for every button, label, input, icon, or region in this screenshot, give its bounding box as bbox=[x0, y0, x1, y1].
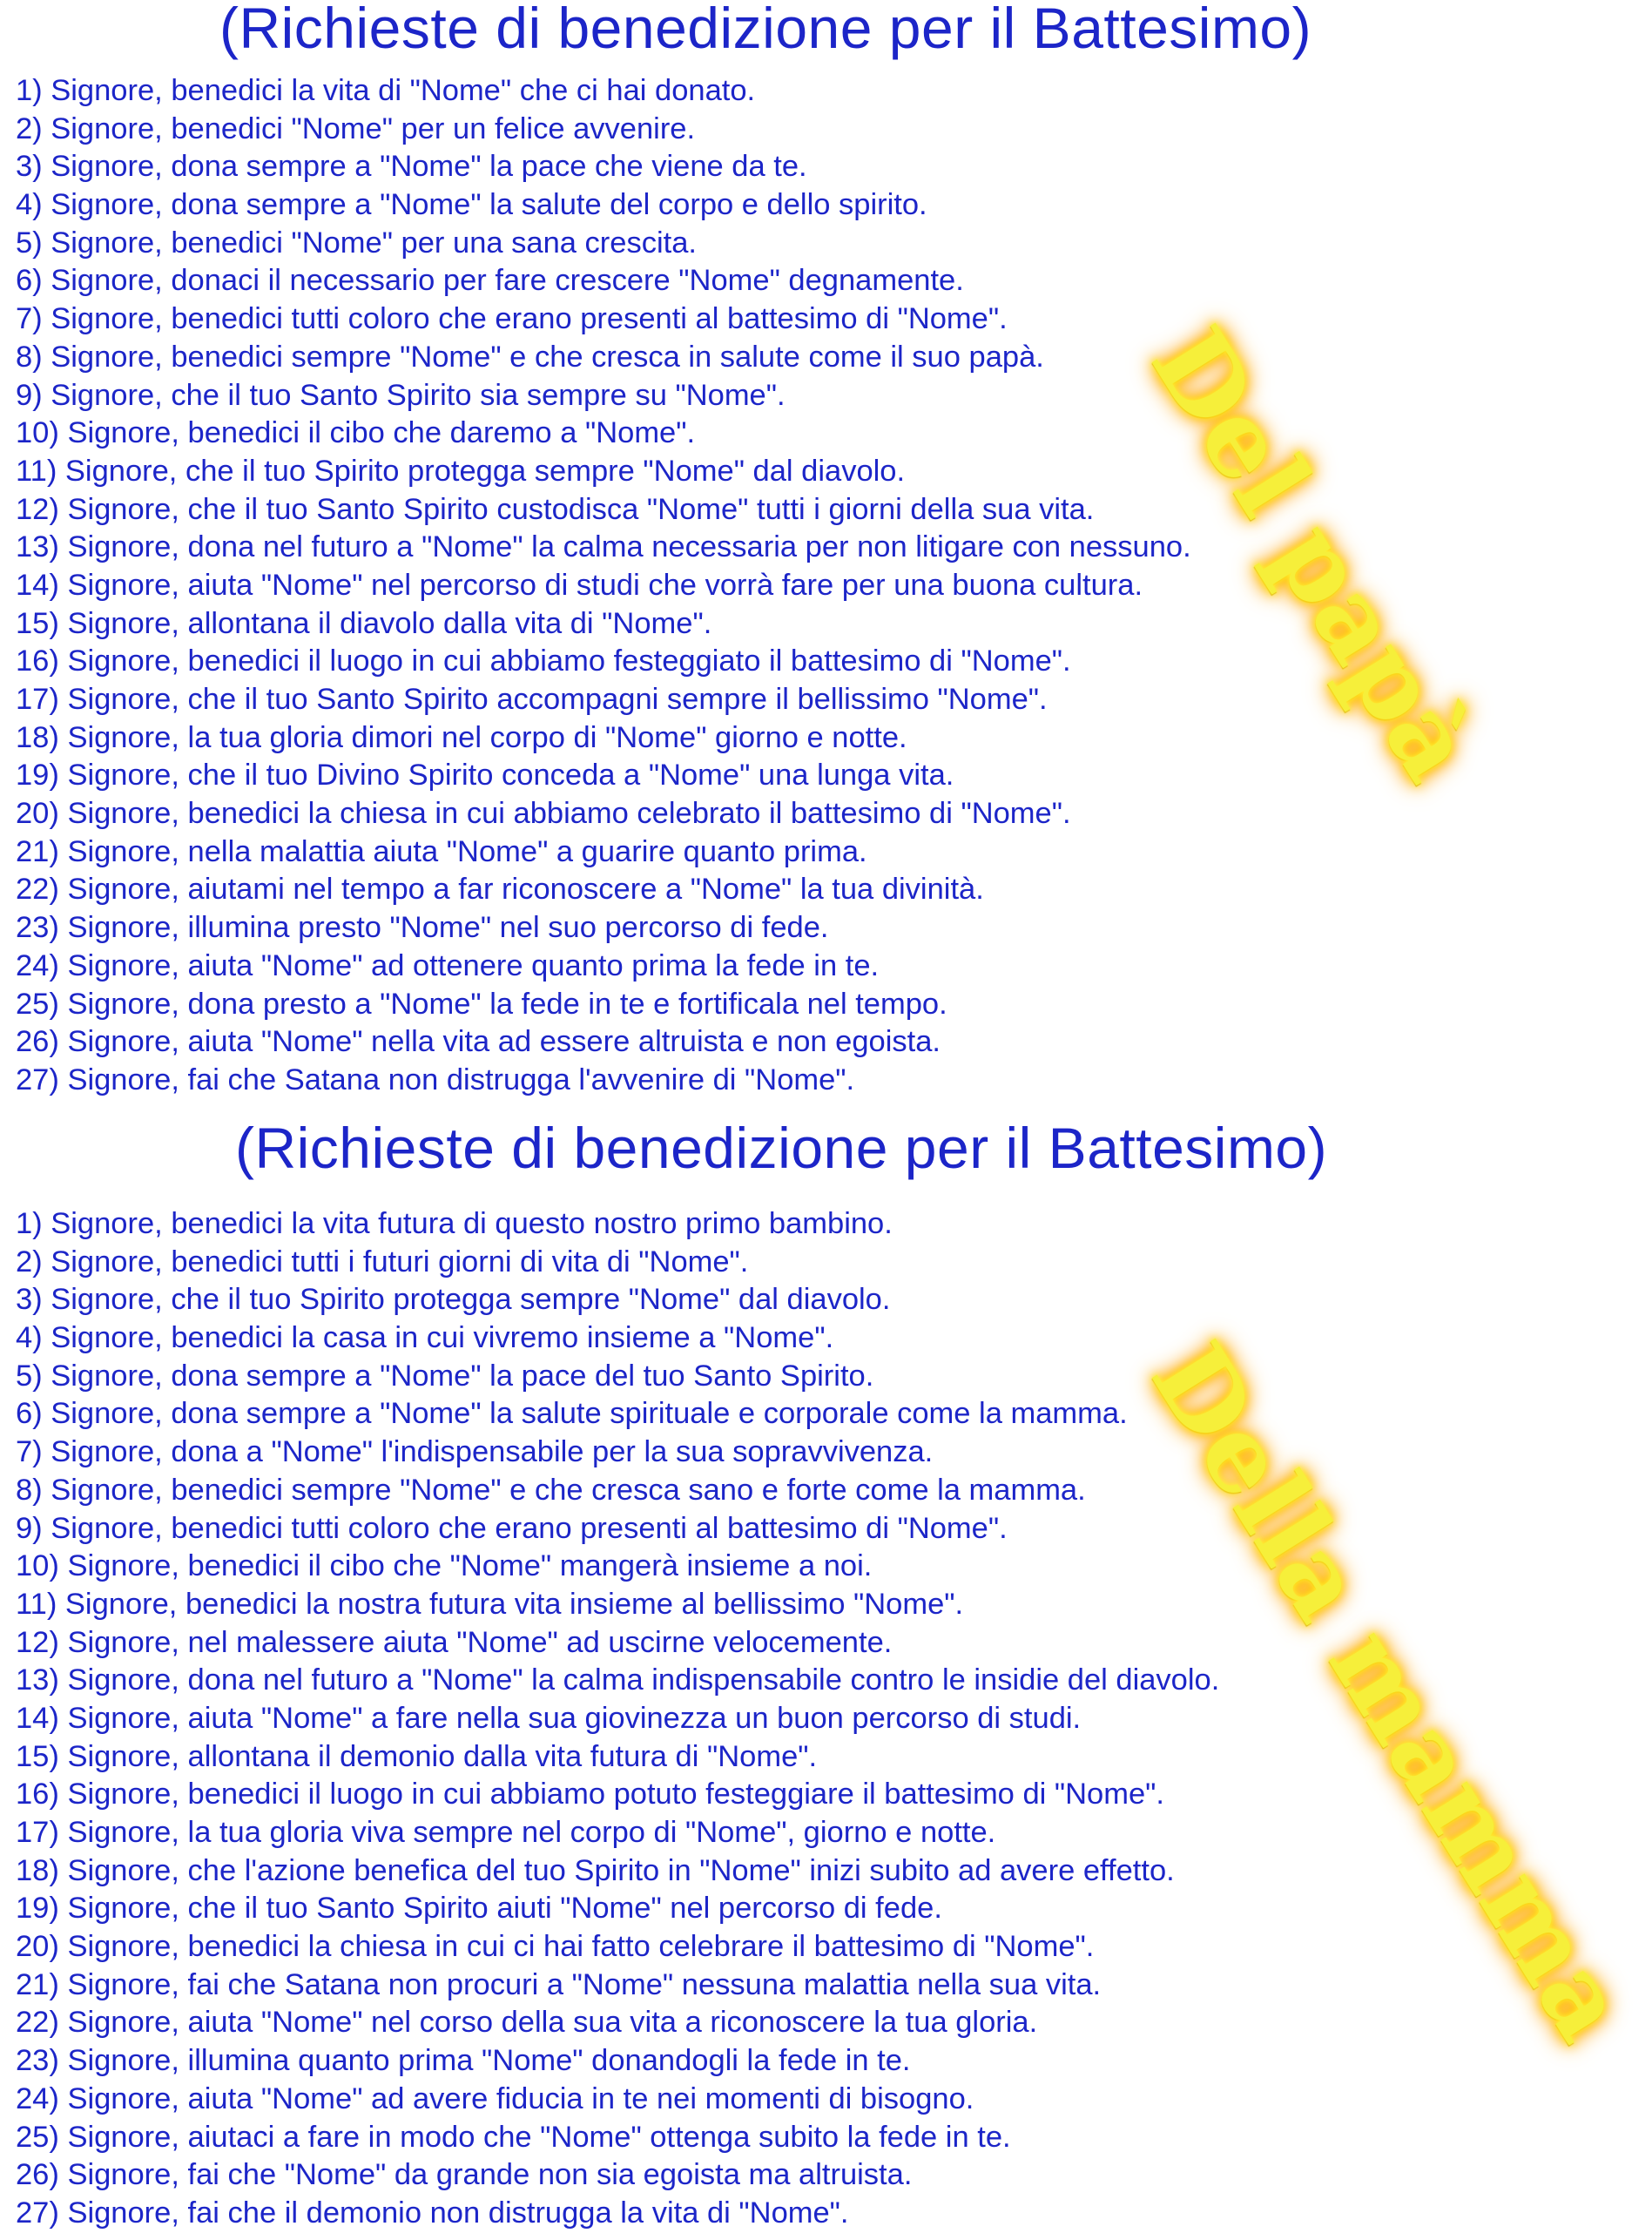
list-item: 7) Signore, dona a "Nome" l'indispensabile per la sua sopravvivenza. bbox=[16, 1435, 934, 1469]
list-item: 14) Signore, aiuta "Nome" a fare nella sua giovinezza un buon percorso di studi. bbox=[16, 1701, 1082, 1735]
list-item: 22) Signore, aiuta "Nome" nel corso della sua vita a riconoscere la tua gloria. bbox=[16, 2006, 1038, 2040]
list-item: 2) Signore, benedici tutti i futuri giorni di vita di "Nome". bbox=[16, 1245, 749, 1278]
list-item: 23) Signore, illumina presto "Nome" nel suo percorso di fede. bbox=[16, 911, 829, 945]
list-item: 16) Signore, benedici il luogo in cui abbiamo festeggiato il battesimo di "Nome". bbox=[16, 644, 1071, 678]
list-item: 1) Signore, benedici la vita di "Nome" che ci hai donato. bbox=[16, 74, 756, 107]
list-item: 16) Signore, benedici il luogo in cui abbiamo potuto festeggiare il battesimo di "Nome". bbox=[16, 1778, 1165, 1811]
list-item: 27) Signore, fai che Satana non distrugga l'avvenire di "Nome". bbox=[16, 1063, 855, 1096]
list-item: 5) Signore, benedici "Nome" per una sana crescita. bbox=[16, 226, 697, 260]
list-item: 27) Signore, fai che il demonio non distrugga la vita di "Nome". bbox=[16, 2196, 849, 2230]
list-item: 6) Signore, dona sempre a "Nome" la salute spirituale e corporale come la mamma. bbox=[16, 1397, 1128, 1431]
list-item: 2) Signore, benedici "Nome" per un felice avvenire. bbox=[16, 111, 696, 145]
section-2-title: (Richieste di benedizione per il Battesimo) bbox=[235, 1116, 1328, 1180]
list-item: 19) Signore, che il tuo Santo Spirito aiuti "Nome" nel percorso di fede. bbox=[16, 1892, 942, 1926]
section-2-side-label: Della mamma bbox=[1129, 1322, 1652, 2061]
list-item: 3) Signore, dona sempre a "Nome" la pace che viene da te. bbox=[16, 150, 807, 184]
section-1-title: (Richieste di benedizione per il Battesimo) bbox=[219, 0, 1312, 60]
list-item: 11) Signore, benedici la nostra futura vita insieme al bellissimo "Nome". bbox=[16, 1587, 964, 1621]
list-item: 7) Signore, benedici tutti coloro che erano presenti al battesimo di "Nome". bbox=[16, 302, 1008, 336]
list-item: 14) Signore, aiuta "Nome" nel percorso di studi che vorrà fare per una buona cultura. bbox=[16, 568, 1143, 602]
list-item: 5) Signore, dona sempre a "Nome" la pace del tuo Santo Spirito. bbox=[16, 1359, 874, 1393]
list-item: 18) Signore, la tua gloria dimori nel corpo di "Nome" giorno e notte. bbox=[16, 720, 907, 754]
list-item: 26) Signore, fai che "Nome" da grande non sia egoista ma altruista. bbox=[16, 2158, 913, 2192]
list-item: 13) Signore, dona nel futuro a "Nome" la calma indispensabile contro le insidie del diavolo. bbox=[16, 1663, 1220, 1697]
list-item: 9) Signore, benedici tutti coloro che erano presenti al battesimo di "Nome". bbox=[16, 1511, 1008, 1545]
list-item: 8) Signore, benedici sempre "Nome" e che cresca in salute come il suo papà. bbox=[16, 340, 1044, 374]
section-2-list bbox=[16, 1205, 1219, 2233]
list-item: 12) Signore, nel malessere aiuta "Nome" ad uscirne velocemente. bbox=[16, 1625, 893, 1659]
list-item: 23) Signore, illumina quanto prima "Nome" donandogli la fede in te. bbox=[16, 2044, 911, 2078]
list-item: 13) Signore, dona nel futuro a "Nome" la calma necessaria per non litigare con nessuno. bbox=[16, 530, 1191, 564]
list-item: 19) Signore, che il tuo Divino Spirito conceda a "Nome" una lunga vita. bbox=[16, 759, 954, 793]
list-item: 24) Signore, aiuta "Nome" ad avere fiducia in te nei momenti di bisogno. bbox=[16, 2081, 974, 2115]
list-item: 10) Signore, benedici il cibo che daremo a "Nome". bbox=[16, 416, 696, 450]
list-item: 8) Signore, benedici sempre "Nome" e che cresca sano e forte come la mamma. bbox=[16, 1473, 1086, 1507]
list-item: 17) Signore, la tua gloria viva sempre nel corpo di "Nome", giorno e notte. bbox=[16, 1816, 996, 1849]
list-item: 4) Signore, benedici la casa in cui vivremo insieme a "Nome". bbox=[16, 1321, 834, 1355]
list-item: 26) Signore, aiuta "Nome" nella vita ad essere altruista e non egoista. bbox=[16, 1025, 941, 1059]
section-1-side-label: Del papà bbox=[1129, 307, 1500, 801]
list-item: 18) Signore, che l'azione benefica del tuo Spirito in "Nome" inizi subito ad avere effetto. bbox=[16, 1853, 1175, 1887]
list-item: 21) Signore, nella malattia aiuta "Nome" a guarire quanto prima. bbox=[16, 834, 867, 868]
list-item: 15) Signore, allontana il diavolo dalla vita di "Nome". bbox=[16, 606, 712, 640]
list-item: 12) Signore, che il tuo Santo Spirito custodisca "Nome" tutti i giorni della sua vita. bbox=[16, 492, 1095, 526]
list-item: 25) Signore, aiutaci a fare in modo che "Nome" ottenga subito la fede in te. bbox=[16, 2120, 1011, 2154]
list-item: 1) Signore, benedici la vita futura di questo nostro primo bambino. bbox=[16, 1207, 893, 1240]
list-item: 15) Signore, allontana il demonio dalla vita futura di "Nome". bbox=[16, 1739, 818, 1773]
list-item: 10) Signore, benedici il cibo che "Nome" mangerà insieme a noi. bbox=[16, 1549, 873, 1583]
list-item: 11) Signore, che il tuo Spirito protegga sempre "Nome" dal diavolo. bbox=[16, 454, 906, 488]
list-item: 17) Signore, che il tuo Santo Spirito accompagni sempre il bellissimo "Nome". bbox=[16, 683, 1048, 716]
list-item: 22) Signore, aiutami nel tempo a far riconoscere a "Nome" la tua divinità. bbox=[16, 873, 984, 907]
list-item: 25) Signore, dona presto a "Nome" la fede in te e fortificala nel tempo. bbox=[16, 987, 947, 1021]
list-item: 4) Signore, dona sempre a "Nome" la salute del corpo e dello spirito. bbox=[16, 188, 927, 222]
list-item: 20) Signore, benedici la chiesa in cui ci hai fatto celebrare il battesimo di "Nome". bbox=[16, 1930, 1095, 1964]
list-item: 3) Signore, che il tuo Spirito protegga sempre "Nome" dal diavolo. bbox=[16, 1283, 891, 1317]
list-item: 9) Signore, che il tuo Santo Spirito sia sempre su "Nome". bbox=[16, 378, 786, 412]
list-item: 20) Signore, benedici la chiesa in cui abbiamo celebrato il battesimo di "Nome". bbox=[16, 797, 1071, 831]
list-item: 6) Signore, donaci il necessario per fare crescere "Nome" degnamente. bbox=[16, 264, 964, 298]
list-item: 21) Signore, fai che Satana non procuri a "Nome" nessuna malattia nella sua vita. bbox=[16, 1967, 1102, 2001]
list-item: 24) Signore, aiuta "Nome" ad ottenere quanto prima la fede in te. bbox=[16, 948, 880, 982]
section-1-list bbox=[16, 72, 1191, 1100]
